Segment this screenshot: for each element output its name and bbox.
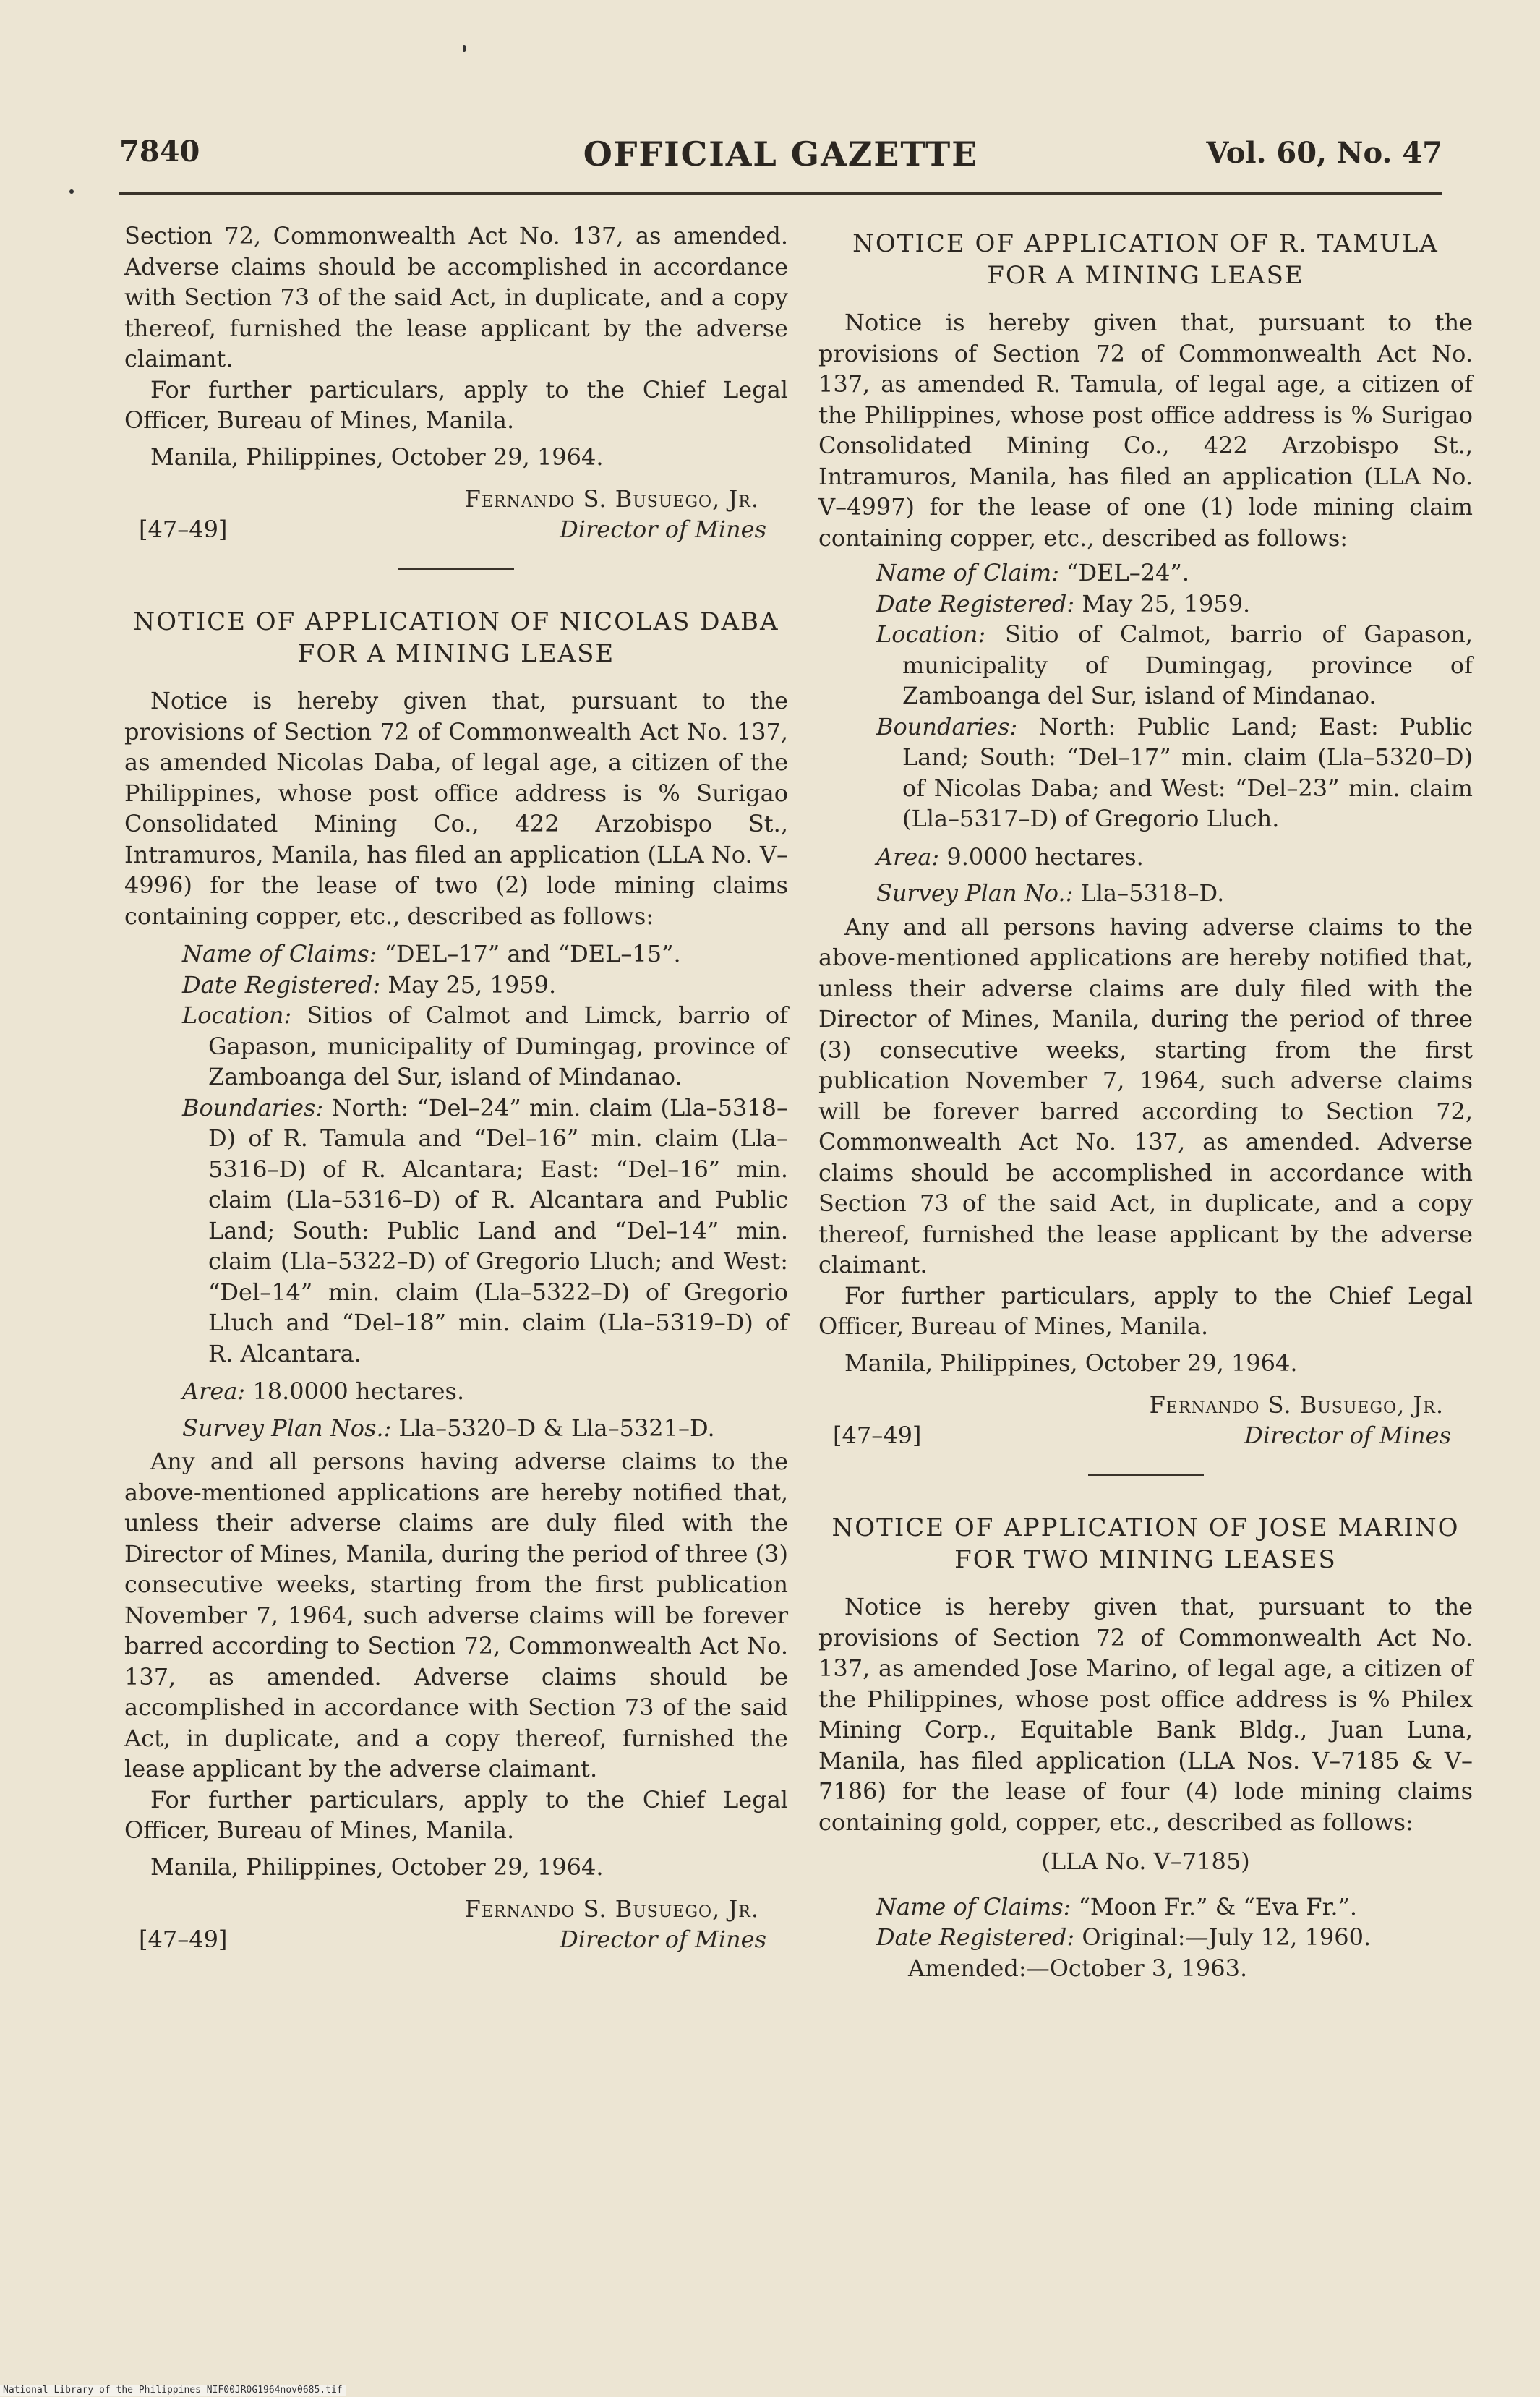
area: Area: 9.0000 hectares. bbox=[876, 842, 1144, 871]
survey-plan: Survey Plan Nos.: Lla–5320–D & Lla–5321–D. bbox=[182, 1414, 715, 1442]
scan-footer: National Library of the Philippines NIF00JR0G1964nov0685.tif bbox=[0, 2385, 346, 2396]
signer-title: Director of Mines bbox=[1244, 1422, 1451, 1449]
notice-intro: Notice is hereby given that, pursuant to the provisions of Section 72 of Commonwealth Act No. 137, as amended Nicolas Daba, of legal age, a citizen of the Philippines, whose post office address is % Surigao Consolidated Mining Co., 422 Arzobispo St., Intramuros, Manila, has filed an application (LLA No. V–4996) for the lease of two (2) lode mining claims containing copper, etc., described as follows: bbox=[124, 687, 788, 930]
right-column bbox=[818, 221, 1473, 1983]
section-divider bbox=[398, 568, 514, 570]
date-amended: Amended:—October 3, 1963. bbox=[908, 1954, 1248, 1982]
location: Location: Sitio of Calmot, barrio of Gapason, municipality of Dumingag, province of Zamboanga del Sur, island of Mindanao. bbox=[876, 620, 1473, 709]
notice-intro: Notice is hereby given that, pursuant to the provisions of Section 72 of Commonwealth Act No. 137, as amended Jose Marino, of legal age, a citizen of the Philippines, whose post office address is % Philex Mining Corp., Equitable Bank Bldg., Juan Luna, Manila, has filed application (LLA Nos. V–7185 & V–7186) for the lease of four (4) lode mining claims containing gold, copper, etc., described as follows: bbox=[818, 1593, 1473, 1836]
signer-title: Director of Mines bbox=[560, 516, 766, 543]
adverse-claims: Any and all persons having adverse claims to the above-mentioned applications are hereby notified that, unless their adverse claims are duly filed with the Director of Mines, Manila, during the period of three (3) consecutive weeks, starting from the first publication November 7, 1964, such adverse claims will be forever barred according to Section 72, Commonwealth Act No. 137, as amended. Adverse claims should be accomplished in accordance with Section 73 of the said Act, in duplicate, and a copy thereof, furnished the lease applicant by the adverse claimant. bbox=[124, 1448, 788, 1782]
date-registered: Date Registered: Original:—July 12, 1960. bbox=[876, 1923, 1372, 1951]
dateline: Manila, Philippines, October 29, 1964. bbox=[150, 1853, 604, 1881]
volume-issue: Vol. 60, No. 47 bbox=[1206, 136, 1442, 170]
publication-title: OFFICIAL GAZETTE bbox=[583, 134, 979, 174]
further-particulars: For further particulars, apply to the Chief Legal Officer, Bureau of Mines, Manila. bbox=[124, 1785, 788, 1844]
signer-name: Fernando S. Busuego, Jr. bbox=[464, 1895, 759, 1923]
notice-intro: Notice is hereby given that, pursuant to the provisions of Section 72 of Commonwealth Act No. 137, as amended R. Tamula, of legal age, a citizen of the Philippines, whose post office address is % Surigao Consolidated Mining Co., 422 Arzobispo St., Intramuros, Manila, has filed an application (LLA No. V–4997) for the lease of one (1) lode mining claim containing copper, etc., described as follows: bbox=[818, 309, 1473, 552]
further-particulars: For further particulars, apply to the Chief Legal Officer, Bureau of Mines, Manila. bbox=[818, 1281, 1473, 1340]
survey-plan: Survey Plan No.: Lla–5318–D. bbox=[876, 879, 1225, 907]
signature-block bbox=[124, 484, 788, 546]
further-particulars: For further particulars, apply to the Chief Legal Officer, Bureau of Mines, Manila. bbox=[124, 375, 788, 434]
header-rule bbox=[119, 192, 1442, 195]
signature-block bbox=[124, 1894, 788, 1956]
signature-block bbox=[818, 1390, 1473, 1452]
claim-name: Name of Claims: “DEL–17” and “DEL–15”. bbox=[182, 940, 681, 967]
scan-speck bbox=[463, 45, 466, 52]
issue-reference: [47–49] bbox=[139, 1926, 228, 1953]
issue-reference: [47–49] bbox=[139, 516, 228, 543]
lla-subheading: (LLA No. V–7185) bbox=[1041, 1847, 1250, 1875]
page-header bbox=[119, 134, 1442, 178]
location: Location: Sitios of Calmot and Limck, barrio of Gapason, municipality of Dumingag, province of Zamboanga del Sur, island of Mindanao. bbox=[182, 1001, 789, 1090]
signer-title: Director of Mines bbox=[560, 1926, 766, 1953]
issue-reference: [47–49] bbox=[833, 1422, 922, 1449]
adverse-claims: Any and all persons having adverse claims to the above-mentioned applications are hereby notified that, unless their adverse claims are duly filed with the Director of Mines, Manila, during the period of three (3) consecutive weeks, starting from the first publication November 7, 1964, such adverse claims will be forever barred according to Section 72, Commonwealth Act No. 137, as amended. Adverse claims should be accomplished in accordance with Section 73 of the said Act, in duplicate, and a copy thereof, furnished the lease applicant by the adverse claimant. bbox=[818, 913, 1473, 1278]
boundaries: Boundaries: North: “Del–24” min. claim (Lla–5318–D) of R. Tamula and “Del–16” min. claim (Lla–5316–D) of R. Alcantara; East: “Del–16” min. claim (Lla–5316–D) of R. Alcantara and Public Land; South: Public Land and “Del–14” min. claim (Lla–5322–D) of Gregorio Lluch; and West: “Del–14” min. claim (Lla–5322–D) of Gregorio Lluch and “Del–18” min. claim (Lla–5319–D) of R. Alcantara. bbox=[182, 1093, 789, 1367]
left-column bbox=[124, 221, 788, 1956]
notice-title: NOTICE OF APPLICATION OF JOSE MARINO FOR TWO MINING LEASES bbox=[831, 1513, 1460, 1574]
claim-name: Name of Claims: “Moon Fr.” & “Eva Fr.”. bbox=[876, 1892, 1358, 1920]
boundaries: Boundaries: North: Public Land; East: Public Land; South: “Del–17” min. claim (Lla–5320–D) of Nicolas Daba; and West: “Del–23” min. claim (Lla–5317–D) of Gregorio Lluch. bbox=[876, 712, 1473, 832]
claim-name: Name of Claim: “DEL–24”. bbox=[876, 559, 1190, 586]
signer-name: Fernando S. Busuego, Jr. bbox=[464, 485, 759, 513]
signer-name: Fernando S. Busuego, Jr. bbox=[1149, 1391, 1444, 1419]
dateline: Manila, Philippines, October 29, 1964. bbox=[150, 443, 604, 471]
date-registered: Date Registered: May 25, 1959. bbox=[182, 970, 557, 999]
dateline: Manila, Philippines, October 29, 1964. bbox=[844, 1349, 1298, 1377]
section-divider bbox=[1088, 1474, 1204, 1476]
notice-title: NOTICE OF APPLICATION OF NICOLAS DABA FOR A MINING LEASE bbox=[133, 607, 779, 668]
page-number: 7840 bbox=[119, 134, 200, 168]
scan-speck bbox=[69, 189, 74, 194]
area: Area: 18.0000 hectares. bbox=[182, 1377, 465, 1405]
date-registered: Date Registered: May 25, 1959. bbox=[876, 589, 1251, 618]
continued-paragraph: Section 72, Commonwealth Act No. 137, as amended. Adverse claims should be accomplished in accordance with Section 73 of the said Act, in duplicate, and a copy thereof, furnished the lease applicant by the adverse claimant. bbox=[124, 222, 788, 372]
notice-title: NOTICE OF APPLICATION OF R. TAMULA FOR A MINING LEASE bbox=[852, 229, 1439, 290]
